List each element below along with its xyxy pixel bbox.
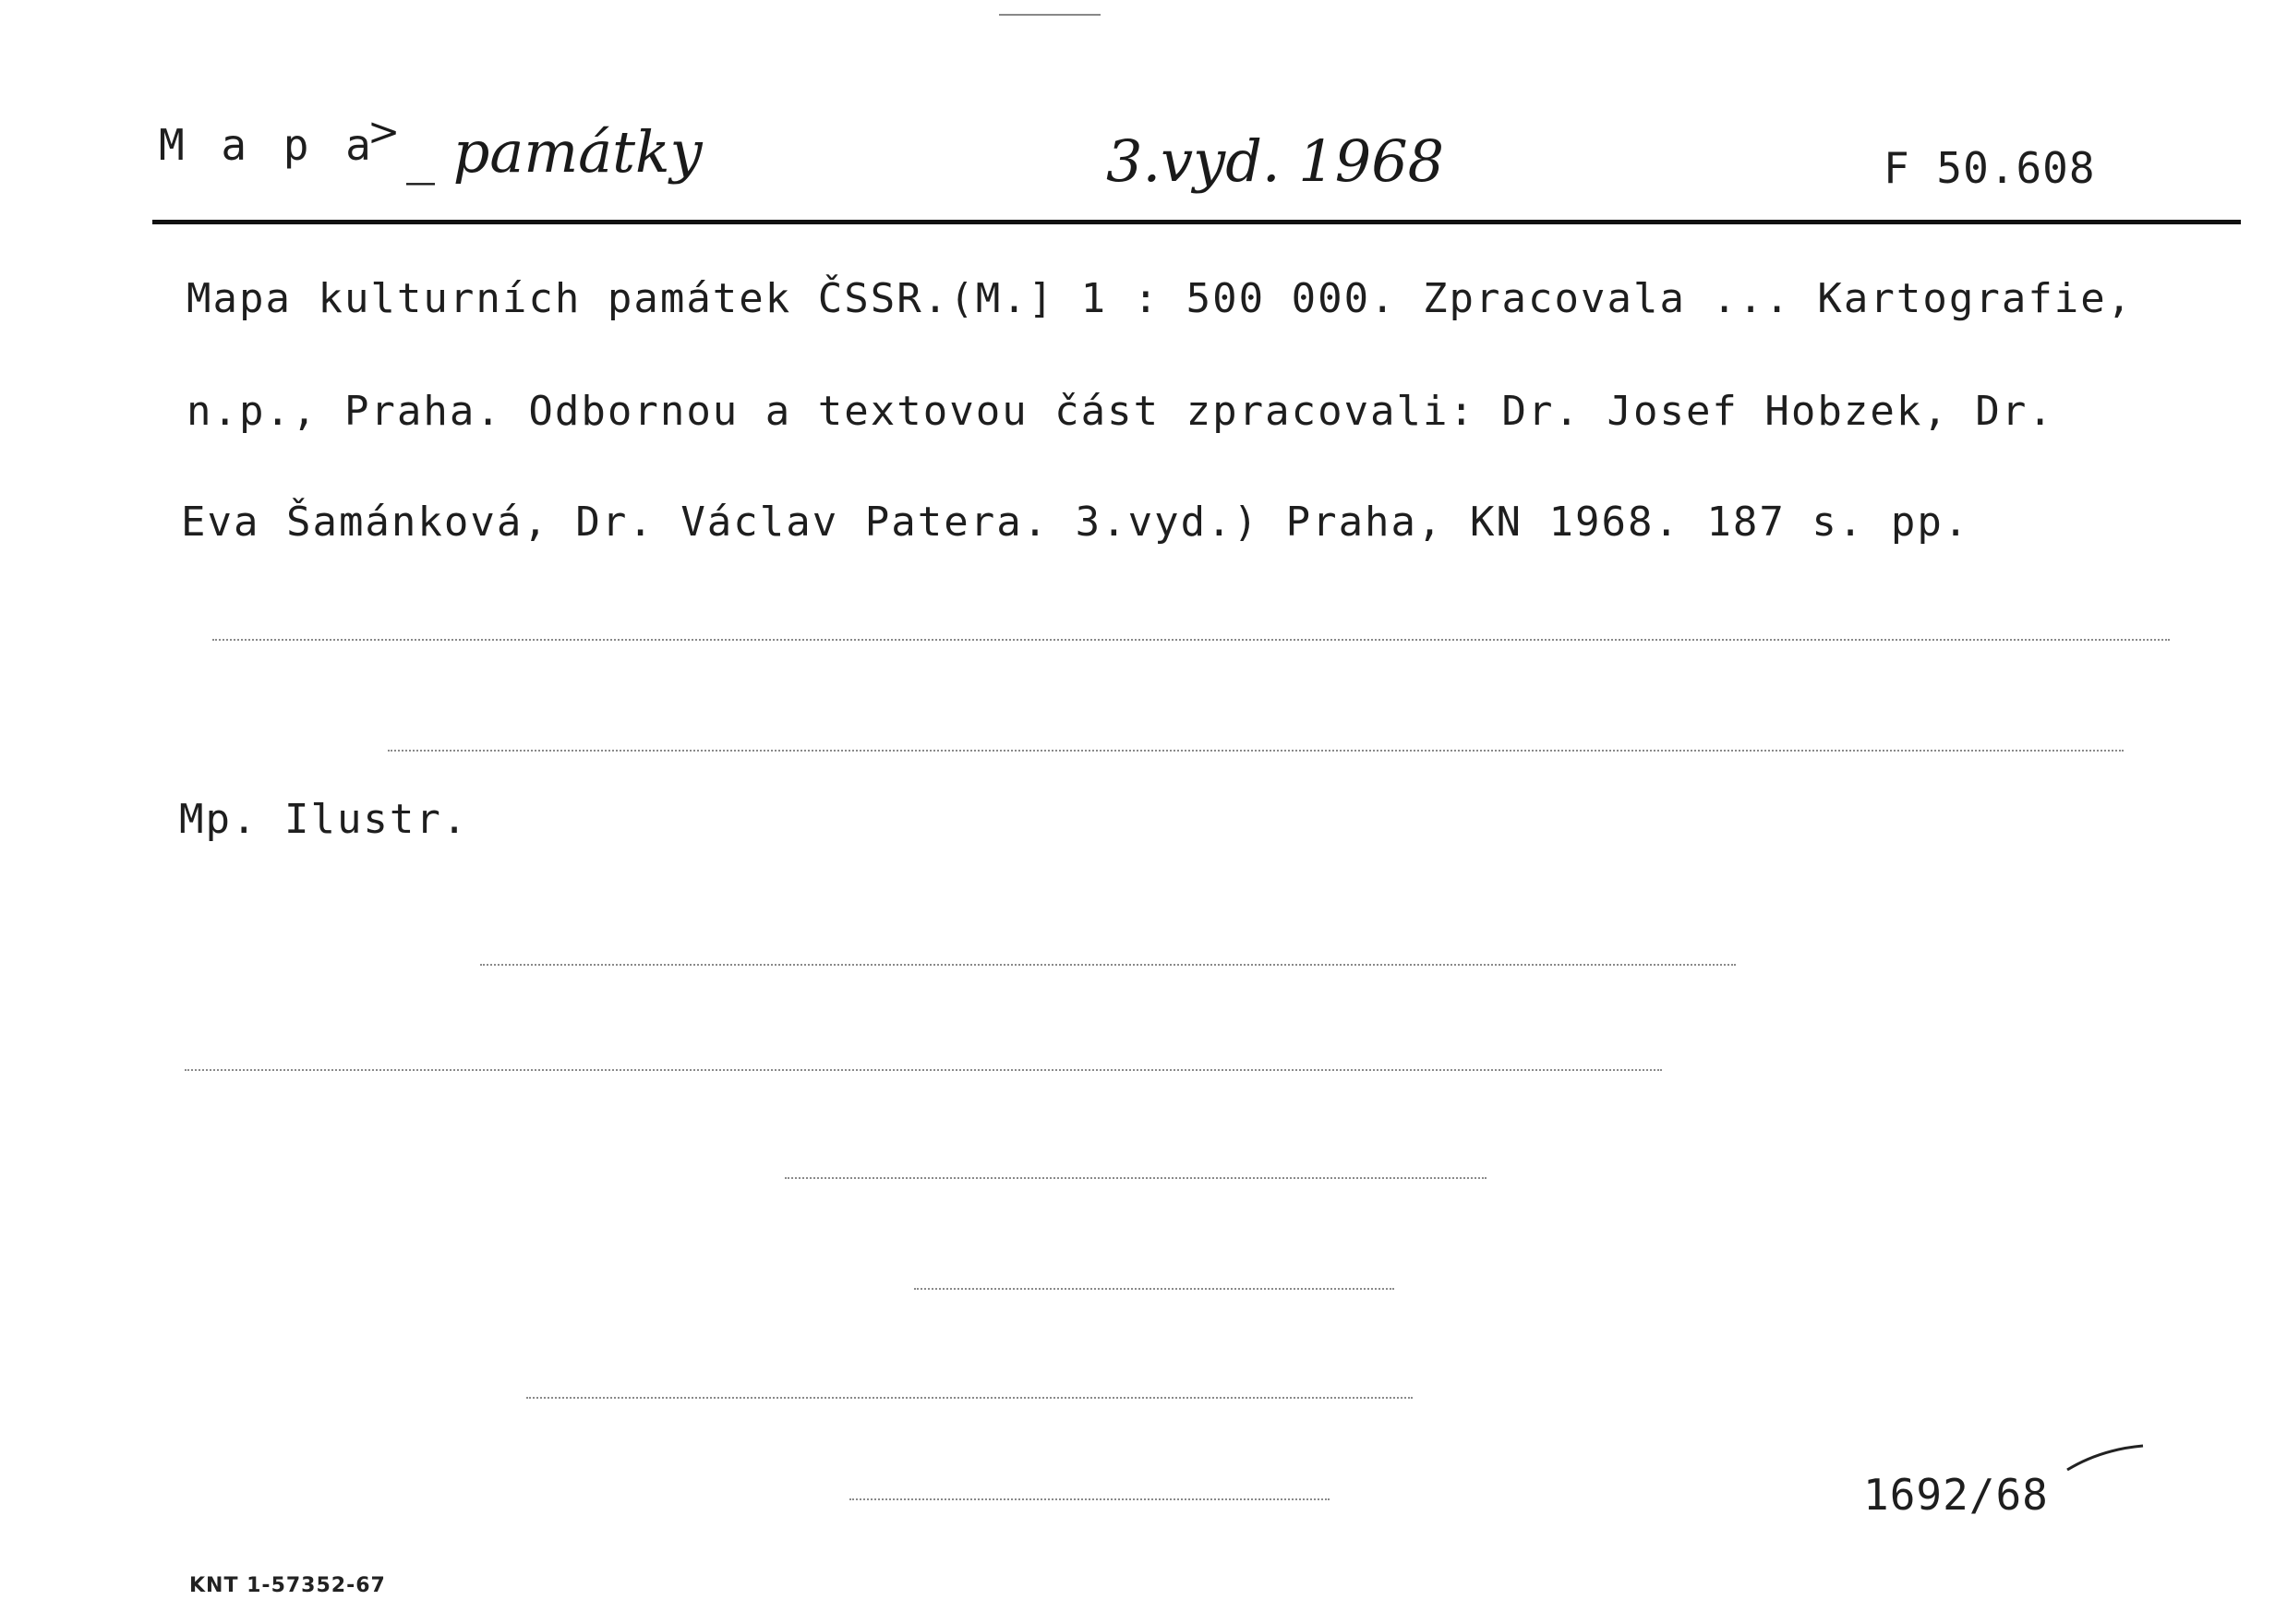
shelfmark: F 50.608	[1884, 143, 2096, 193]
illustration-note: Mp. Ilustr.	[179, 796, 469, 843]
ruled-line	[388, 750, 2124, 752]
edition-handwritten: 3.vyd. 1968	[1106, 127, 1445, 195]
heading-mark: >	[367, 109, 401, 154]
header-rule	[152, 220, 2241, 224]
card-heading: M a p a	[159, 120, 377, 170]
description-line-1: Mapa kulturních památek ČSSR.(M.] 1 : 500 000. Zpracovala ... Kartografie,	[187, 275, 2134, 322]
top-mark	[999, 14, 1101, 16]
ruled-line	[185, 1069, 1662, 1071]
accession-flourish	[2064, 1440, 2147, 1477]
ruled-line	[785, 1177, 1487, 1179]
ruled-line	[480, 964, 1736, 966]
accession-number: 1692/68	[1863, 1470, 2049, 1520]
ruled-line	[914, 1288, 1394, 1290]
ruled-line	[212, 639, 2170, 641]
description-line-2: n.p., Praha. Odbornou a textovou část zpracovali: Dr. Josef Hobzek, Dr.	[187, 388, 2054, 435]
description-line-3: Eva Šamánková, Dr. Václav Patera. 3.vyd.) Praha, KN 1968. 187 s. pp.	[181, 499, 1970, 546]
ruled-line	[849, 1498, 1330, 1500]
footer-print-code: KNT 1-57352-67	[189, 1574, 386, 1597]
subject-handwritten: _ památky	[406, 118, 703, 186]
ruled-line	[526, 1397, 1413, 1399]
